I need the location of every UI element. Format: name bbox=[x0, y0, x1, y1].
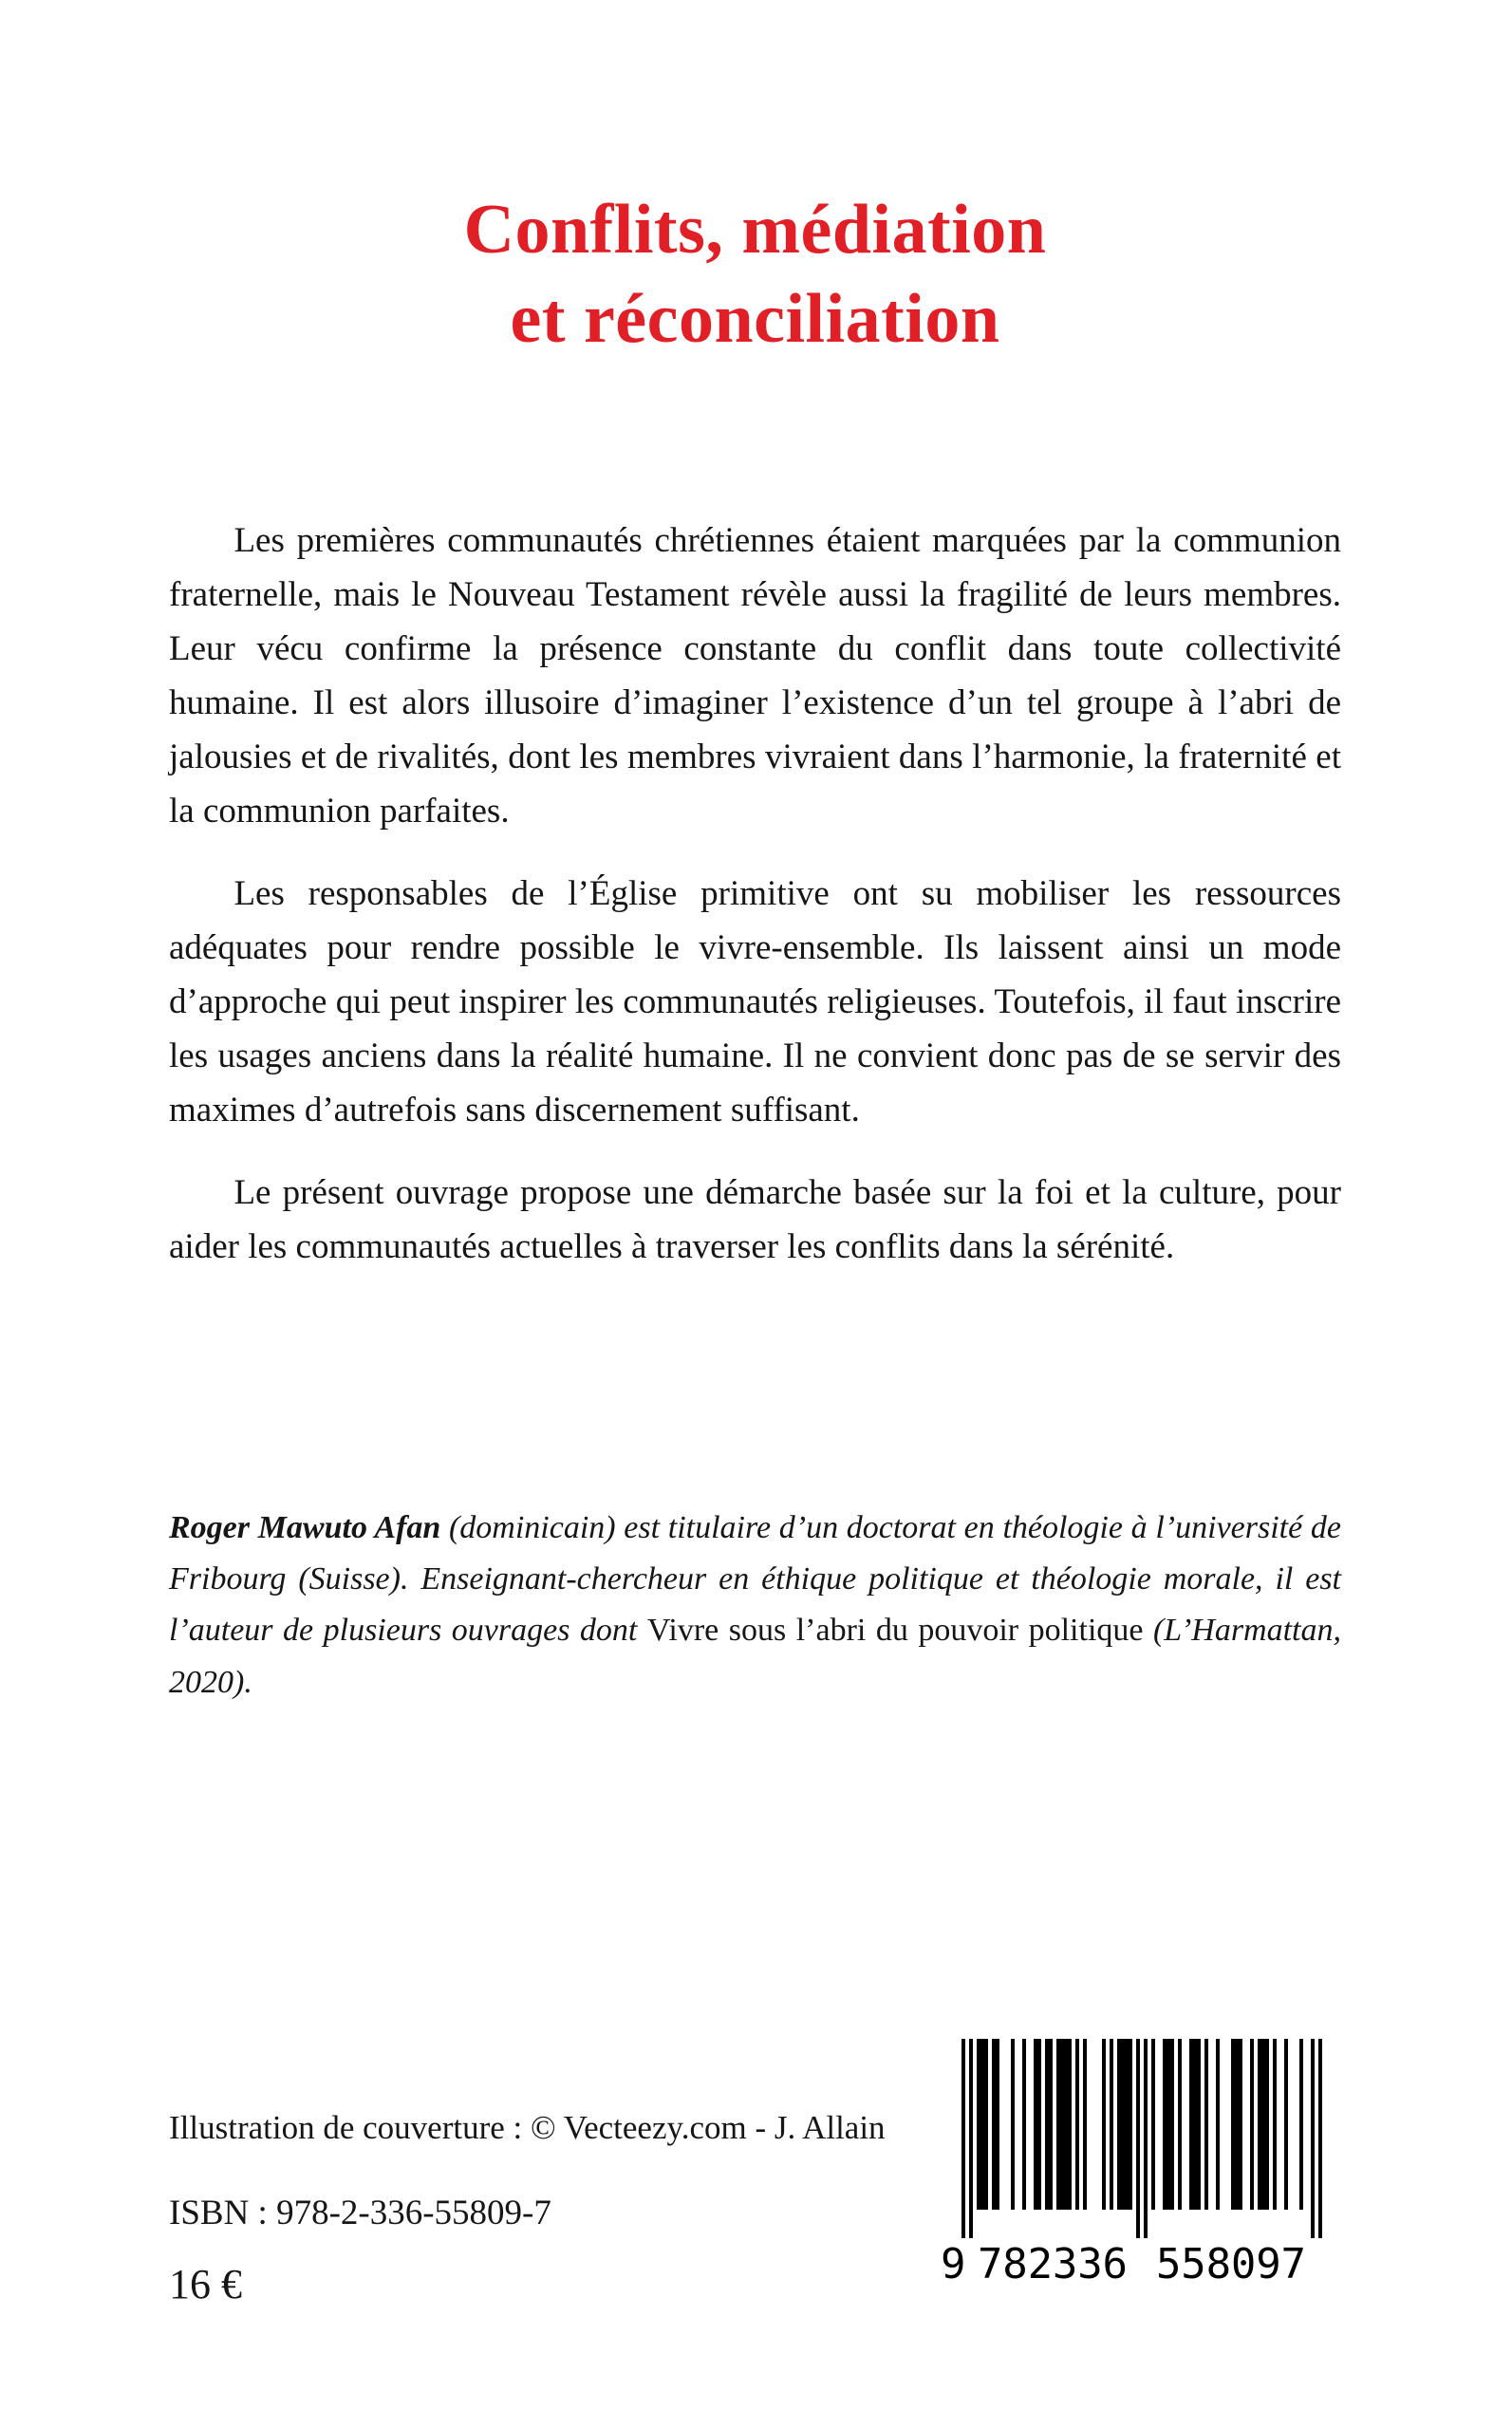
author-bio bbox=[169, 1503, 1341, 1709]
synopsis bbox=[169, 514, 1341, 1275]
synopsis-paragraph: Le présent ouvrage propose une démarche basée sur la foi et la culture, pour aider les communautés actuelles à traverser les conflits dans la sérénité. bbox=[169, 1172, 1341, 1266]
referenced-book-title: Vivre sous l’abri du pouvoir politique bbox=[646, 1613, 1144, 1649]
price: 16 € bbox=[169, 2261, 242, 2307]
author-bio-publisher: (L’Harmattan, 2020). bbox=[169, 1613, 1342, 1700]
svg-text:9: 9 bbox=[941, 2240, 966, 2288]
svg-text:782336: 782336 bbox=[978, 2240, 1128, 2288]
synopsis-paragraph: Les responsables de l’Église primitive ont su mobiliser les ressources adéquates pour rendre possible le vivre-ensemble. Ils laissent ainsi un mode d’approche qui peut inspirer les communautés religieuses. Toutefois, il faut inscrire les usages anciens dans la réalité humaine. Il ne convient donc pas de se servir des maximes d’autrefois sans discernement suffisant. bbox=[169, 873, 1341, 1130]
book-title-line-2: et réconciliation bbox=[510, 279, 1000, 358]
svg-text:558097: 558097 bbox=[1156, 2240, 1306, 2288]
author-bio-text: (dominicain) est titulaire d’un doctorat en théologie à l’université de Fribourg (Suisse). Enseignant-chercheur en éthique politique et théologie morale, il est l’auteur de plusieurs ouvrages dont bbox=[169, 1509, 1341, 1649]
book-title-line-1: Conflits, médiation bbox=[463, 191, 1047, 269]
publication-info bbox=[169, 2109, 886, 2308]
ean13-barcode bbox=[927, 2039, 1335, 2288]
author-name: Roger Mawuto Afan bbox=[169, 1509, 441, 1545]
isbn-line: ISBN : 978-2-336-55809-7 bbox=[169, 2194, 551, 2232]
cover-credit-line: Illustration de couverture : © Vecteezy.com - J. Allain bbox=[169, 2109, 886, 2146]
book-title bbox=[169, 186, 1341, 364]
synopsis-paragraph: Les premières communautés chrétiennes étaient marquées par la communion fraternelle, mais le Nouveau Testament révèle aussi la fragilité de leurs membres. Leur vécu confirme la présence constante du conflit dans toute collectivité humaine. Il est alors illusoire d’imaginer l’existence d’un tel groupe à l’abri de jalousies et de rivalités, dont les membres vivraient dans l’harmonie, la fraternité et la communion parfaites. bbox=[169, 520, 1341, 831]
